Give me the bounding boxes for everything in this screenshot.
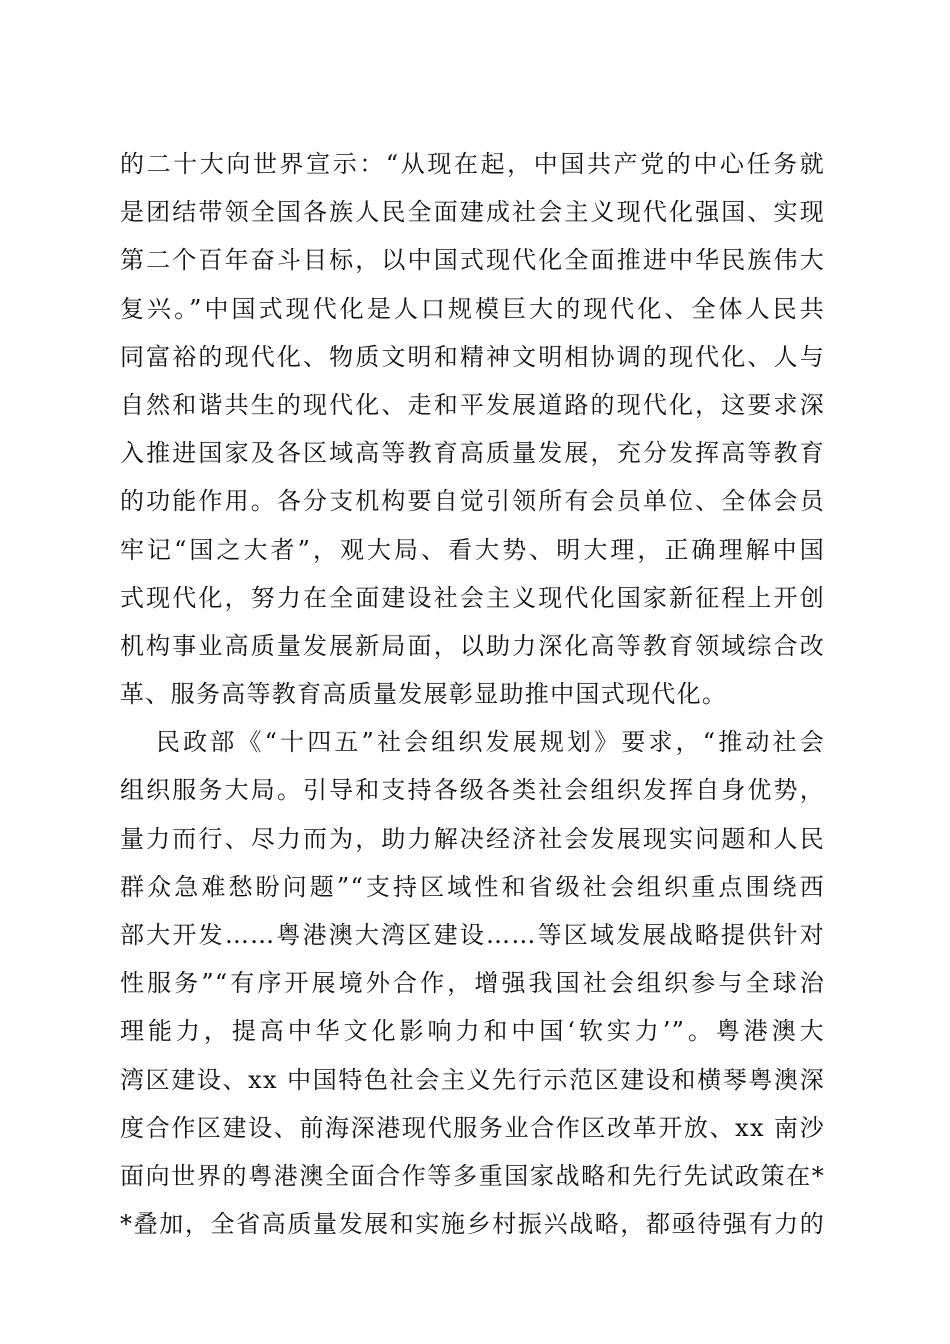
- text-line: 部大开发……粤港澳大湾区建设……等区域发展战略提供针对: [120, 921, 825, 949]
- text-line: 第二个百年奋斗目标，以中国式现代化全面推进中华民族伟大: [120, 246, 825, 275]
- text-line: 入推进国家及各区域高等教育高质量发展，充分发挥高等教育: [120, 439, 825, 468]
- paragraph-2: [120, 718, 825, 1248]
- text-line: 度合作区建设、前海深港现代服务业合作区改革开放、xx 南沙: [120, 1113, 825, 1142]
- text-line: 革、服务高等教育高质量发展彰显助推中国式现代化。: [120, 680, 728, 709]
- paragraph-1: [120, 140, 825, 718]
- text-line: 面向世界的粤港澳全面合作等多重国家战略和先行先试政策在*: [120, 1161, 825, 1190]
- text-line: 牢记“国之大者”，观大局、看大势、明大理，正确理解中国: [120, 535, 825, 564]
- text-line: 的功能作用。各分支机构要自觉引领所有会员单位、全体会员: [120, 487, 825, 516]
- text-line: 复兴。”中国式现代化是人口规模巨大的现代化、全体人民共: [120, 294, 825, 323]
- text-line: 民政部《“十四五”社会组织发展规划》要求，“推动社会: [156, 728, 825, 757]
- text-line: 是团结带领全国各族人民全面建成社会主义现代化强国、实现: [120, 198, 825, 227]
- text-line: 理能力，提高中华文化影响力和中国‘软实力’”。粤港澳大: [120, 1017, 825, 1046]
- document-body: [120, 140, 825, 1248]
- text-line: 自然和谐共生的现代化、走和平发展道路的现代化，这要求深: [120, 390, 825, 419]
- text-line: 机构事业高质量发展新局面，以助力深化高等教育领域综合改: [120, 631, 825, 660]
- text-line: 群众急难愁盼问题”“支持区域性和省级社会组织重点围绕西: [120, 872, 825, 901]
- text-line: 湾区建设、xx 中国特色社会主义先行示范区建设和横琴粤澳深: [120, 1065, 825, 1094]
- text-line: 组织服务大局。引导和支持各级各类社会组织发挥自身优势，: [120, 776, 825, 805]
- text-line: 量力而行、尽力而为，助力解决经济社会发展现实问题和人民: [120, 824, 825, 853]
- text-line: 的二十大向世界宣示：“从现在起，中国共产党的中心任务就: [120, 150, 825, 178]
- text-line: 同富裕的现代化、物质文明和精神文明相协调的现代化、人与: [120, 342, 825, 371]
- text-line: *叠加，全省高质量发展和实施乡村振兴战略，都亟待强有力的: [120, 1210, 825, 1239]
- text-line: 式现代化，努力在全面建设社会主义现代化国家新征程上开创: [120, 583, 825, 612]
- text-line: 性服务”“有序开展境外合作，增强我国社会组织参与全球治: [120, 969, 825, 998]
